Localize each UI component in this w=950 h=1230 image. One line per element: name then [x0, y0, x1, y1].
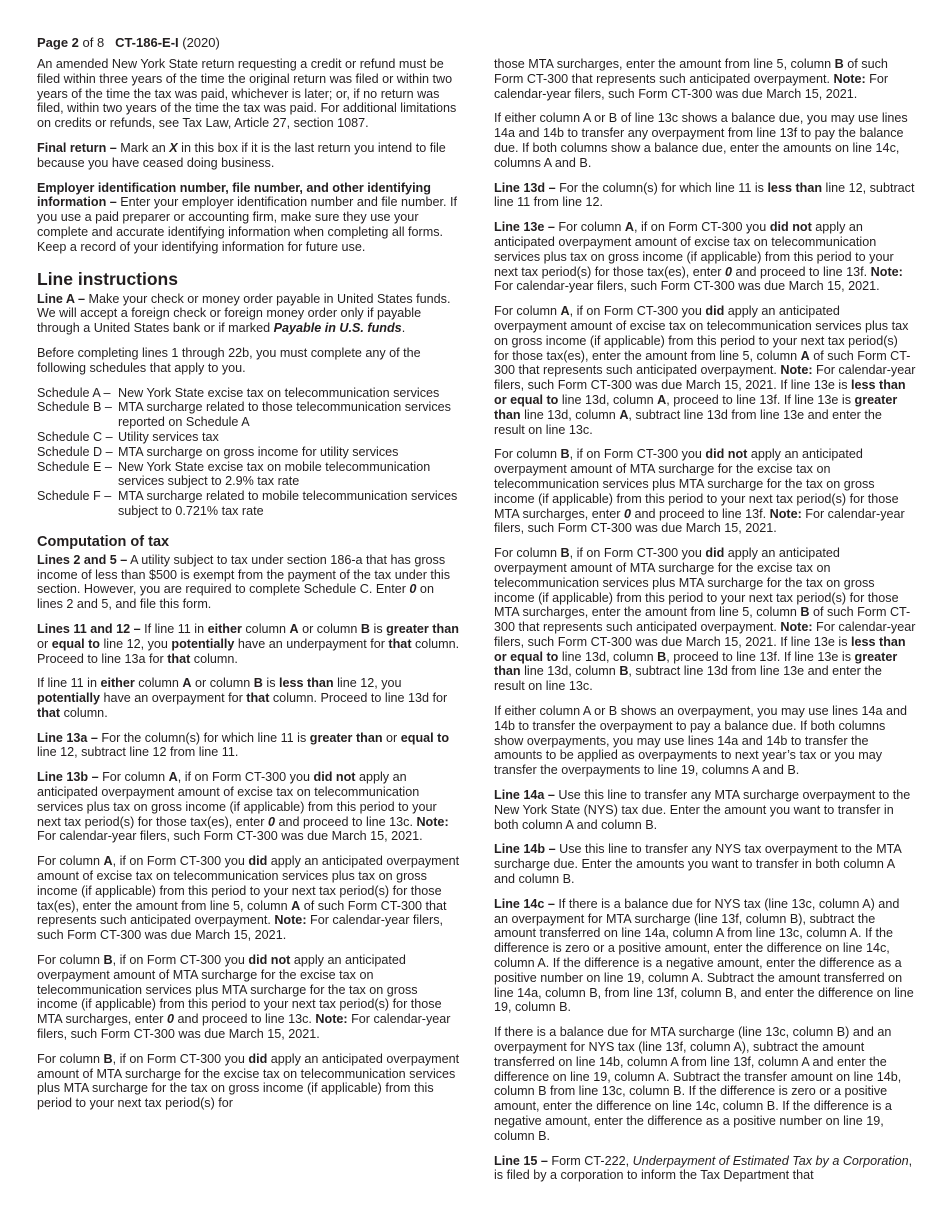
line-14c-paragraph: Line 14c – If there is a balance due for NYS tax (line 13c, column A) and an overpayment for MTA surcharge (line 13f, column B), subtract the amount transferred on line 14a, column A from line 13c, column A. If the difference is zero or a positive amount, enter the difference on line 14c, column A. If the difference is a negative amount, enter the difference as a positive number on line 19, column A. Subtract the amount transferred on line 14a, column B, from line 13f, column B, and enter the difference on line 19, column B. — [494, 896, 914, 1015]
line-13e-paragraph-1: Line 13e – For column A, if on Form CT-300 you did not apply an anticipated overpayment amount of excise tax on telecommunication services plus tax on gross income (if applicable) from this period to your next tax period(s) for those tax(es), enter 0 and proceed to line 13f. Note: For calendar-year filers, such Form CT-300 was due March 15, 2021. — [494, 220, 903, 294]
form-id: CT-186-E-I — [115, 35, 179, 50]
line-13d-paragraph: Line 13d – For the column(s) for which line 11 is less than line 12, subtract line 11 from line 12. — [494, 180, 915, 210]
before-completing-paragraph: Before completing lines 1 through 22b, you must complete any of the following schedules that apply to you. — [37, 345, 421, 375]
line-13b-paragraph-3: For column B, if on Form CT-300 you did not apply an anticipated overpayment amount of MTA surcharge for the excise tax on telecommunication services plus MTA surcharge for the tax on gross income (if applicable) from this period to your next tax period(s) for those MTA surcharges, enter 0 and proceed to line 13c. Note: For calendar-year filers, such Form CT-300 was due March 15, 2021. — [37, 953, 451, 1042]
line-15-paragraph: Line 15 – Form CT-222, Underpayment of Estimated Tax by a Corporation, is filed by a corporation to inform the Tax Department that — [494, 1153, 913, 1183]
schedule-a-item: Schedule A – New York State excise tax on telecommunication services — [37, 385, 440, 400]
overpayment-transfer-paragraph: If either column A or B shows an overpayment, you may use lines 14a and 14b to transfer the overpayment to pay a balance due. If both columns show overpayments, you may use lines 14a and 14b to transfer the amounts to be applied as overpayments to next year’s tax or you may transfer the overpayments to line 19, columns A and B. — [494, 704, 908, 778]
line-13b-continuation: those MTA surcharges, enter the amount from line 5, column B of such Form CT-300 that represents such anticipated overpayment. Note: For calendar-year filers, such Form CT-300 was due March 15, 2021. — [494, 57, 889, 101]
line-13a-paragraph: Line 13a – For the column(s) for which line 11 is greater than or equal to line 12, subtract line 12 from line 11. — [37, 730, 450, 760]
line-13b-paragraph-1: Line 13b – For column A, if on Form CT-300 you did not apply an anticipated overpayment amount of excise tax on telecommunication services plus tax on gross income (if applicable) from this period to your next tax period(s) for those tax(es), enter 0 and proceed to line 13c. Note: For calendar-year filers, such Form CT-300 was due March 15, 2021. — [37, 770, 449, 844]
line-13e-paragraph-3: For column B, if on Form CT-300 you did not apply an anticipated overpayment amount of MTA surcharge for the excise tax on telecommunication services plus MTA surcharge for the tax on gross income (if applicable) from this period to your next tax period(s) for those MTA surcharges, enter 0 and proceed to line 13f. Note: For calendar-year filers, such Form CT-300 was due March 15, 2021. — [494, 447, 905, 536]
line-instructions-heading: Line instructions — [37, 268, 178, 289]
page-number: Page 2 — [37, 35, 79, 50]
schedule-f-item: Schedule F – MTA surcharge related to mobile telecommunication services subject to 0.721% tax rate — [37, 489, 458, 518]
final-return-paragraph: Final return – Mark an X in this box if it is the last return you intend to file because you have ceased doing business. — [37, 140, 446, 170]
line-13e-paragraph-4: For column B, if on Form CT-300 you did apply an anticipated overpayment amount of MTA surcharge for the excise tax on telecommunication services plus MTA surcharge for the tax on gross income (if applicable) from this period to your next tax period(s) for those MTA surcharges, enter the amount from line 5, column B of such Form CT-300 that represents such anticipated overpayment. Note: For calendar-year filers, such Form CT-300 was due March 15, 2021. If line 13e is less than or equal to line 13d, column B, proceed to line 13f. If line 13e is greater than line 13d, column B, subtract line 13d from line 13e and enter the result on line 13c. — [494, 546, 916, 694]
line-a-paragraph: Line A – Make your check or money order payable in United States funds. We will accept a foreign check or foreign money order only if payable through a United States bank or if marked Payable in U.S. funds. — [37, 291, 451, 336]
ein-paragraph: Employer identification number, file number, and other identifying information – Enter your employer identification number and file number. If you use a paid preparer or accounting firm, make sure they use your complete and accurate identifying information when completing all forms. Keep a record of your identifying information for future use. — [37, 180, 457, 254]
line-13b-paragraph-4: For column B, if on Form CT-300 you did apply an anticipated overpayment amount of MTA surcharge for the excise tax on telecommunication services plus MTA surcharge for the tax on gross income (if applicable) from this period to your next tax period(s) for — [37, 1051, 460, 1111]
computation-heading: Computation of tax — [37, 533, 170, 550]
form-year: (2020) — [178, 35, 220, 50]
right-column — [494, 57, 916, 1193]
schedule-d-item: Schedule D – MTA surcharge on gross income for utility services — [37, 444, 399, 459]
lines-2-5-paragraph: Lines 2 and 5 – A utility subject to tax under section 186-a that has gross income of less than $500 is exempt from the payment of the tax under this section. However, you are required to complete Schedule C. Enter 0 on lines 2 and 5, and file this form. — [37, 552, 451, 612]
page-total: of 8 — [78, 35, 116, 50]
line-13e-paragraph-2: For column A, if on Form CT-300 you did apply an anticipated overpayment amount of excise tax on telecommunication services plus tax on gross income (if applicable) from this period to your next tax period(s) for those tax(es), enter the amount from line 5, column A of such Form CT-300 that represents such anticipated overpayment. Note: For calendar-year filers, such Form CT-300 was due March 15, 2021. If line 13e is less than or equal to line 13d, column A, proceed to line 13f. If line 13e is greater than line 13d, column A, subtract line 13d from line 13e and enter the result on line 13c. — [494, 304, 916, 437]
line-13b-paragraph-2: For column A, if on Form CT-300 you did apply an anticipated overpayment amount of excise tax on telecommunication services plus tax on gross income (if applicable) from this period to your next tax period(s) for those tax(es), enter the amount from line 5, column A of such Form CT-300 that represents such anticipated overpayment. Note: For calendar-year filers, such Form CT-300 was due March 15, 2021. — [37, 854, 460, 943]
amended-return-paragraph: An amended New York State return requesting a credit or refund must be filed within three years of the time the original return was filed or within two years of the time the tax was paid, whichever is later; or, if no return was filed, within two years of the time the tax was paid. For additional limitations on credits or refunds, see Tax Law, Article 27, section 1087. — [37, 57, 457, 131]
lines-11-12-paragraph: Lines 11 and 12 – If line 11 in either column A or column B is greater than or equal to line 12, you potentially have an underpayment for that column. Proceed to line 13a for that column. — [37, 621, 460, 666]
left-column — [37, 57, 461, 1121]
schedule-list — [37, 386, 461, 519]
page-header — [37, 36, 220, 51]
line-14a-paragraph: Line 14a – Use this line to transfer any MTA surcharge overpayment to the New York State (NYS) tax due. Enter the amount you want to transfer in both column A and column B. — [494, 788, 911, 832]
mta-balance-due-paragraph: If there is a balance due for MTA surcharge (line 13c, column B) and an overpayment for NYS tax (line 13f, column A), subtract the amount transferred on line 14b, column A from line 13f, column A and enter the difference on line 19, column A. Subtract the transfer amount on line 14b, column B from line 13c, column B. If the difference is zero or a positive amount, enter the difference on line 14c, column B. If the difference is a negative amount, enter the difference as a positive number on line 19, column B. — [494, 1025, 902, 1143]
line-14b-paragraph: Line 14b – Use this line to transfer any NYS tax overpayment to the MTA surcharge due. Enter the amounts you want to transfer in both column A and column B. — [494, 842, 902, 887]
schedule-c-item: Schedule C – Utility services tax — [37, 429, 219, 444]
schedule-e-item: Schedule E – New York State excise tax on mobile telecommunication services subject to 2.9% tax rate — [37, 459, 431, 489]
schedule-b-item: Schedule B – MTA surcharge related to those telecommunication services reported on Schedule A — [37, 400, 451, 430]
balance-due-transfer-paragraph: If either column A or B of line 13c shows a balance due, you may use lines 14a and 14b to transfer any overpayment from line 13f to pay the balance due. If both columns show a balance due, enter the amounts on line 14c, columns A and B. — [494, 111, 908, 170]
lines-11-12-overpayment-paragraph: If line 11 in either column A or column B is less than line 12, you potentially have an overpayment for that column. Proceed to line 13d for that column. — [37, 676, 448, 720]
